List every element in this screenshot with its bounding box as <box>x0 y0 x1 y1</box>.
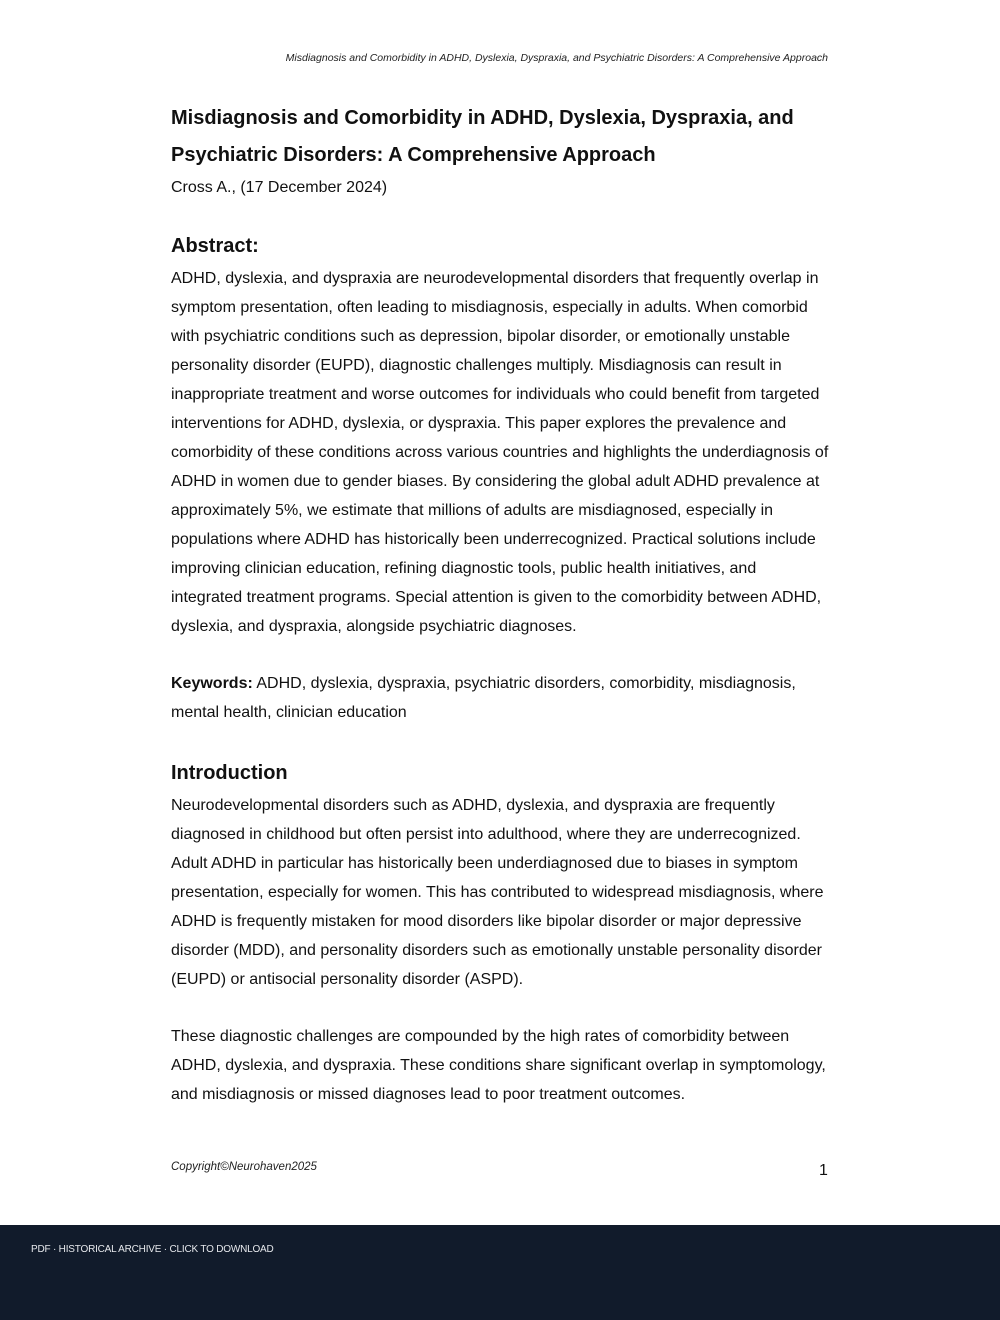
archive-download-bar[interactable] <box>0 1225 1000 1320</box>
introduction-paragraph-1: Neurodevelopmental disorders such as ADHD, dyslexia, and dyspraxia are frequently diagnosed in childhood but often persist into adulthood, where they are underrecognized. Adult ADHD in particular has historically been underdiagnosed due to biases in symptom presentation, especially for women. This has contributed to widespread misdiagnosis, where ADHD is frequently mistaken for mood disorders like bipolar disorder or major depressive disorder (MDD), and personality disorders such as emotionally unstable personality disorder (EUPD) or antisocial personality disorder (ASPD). <box>171 797 824 988</box>
document-title <box>171 100 831 174</box>
introduction-paragraph-2: These diagnostic challenges are compounded by the high rates of comorbidity between ADHD, dyslexia, and dyspraxia. These conditions share significant overlap in symptomology, and misdiagnosis or missed diagnoses lead to poor treatment outcomes. <box>171 1028 826 1103</box>
running-header: Misdiagnosis and Comorbidity in ADHD, Dyslexia, Dyspraxia, and Psychiatric Disorders: A Comprehensive Approach <box>285 52 828 64</box>
keywords-label: Keywords: <box>171 675 253 692</box>
title-line-2: Psychiatric Disorders: A Comprehensive Approach <box>171 144 656 166</box>
abstract-paragraph: ADHD, dyslexia, and dyspraxia are neurodevelopmental disorders that frequently overlap in symptom presentation, often leading to misdiagnosis, especially in adults. When comorbid with psychiatric conditions such as depression, bipolar disorder, or emotionally unstable personality disorder (EUPD), diagnostic challenges multiply. Misdiagnosis can result in inappropriate treatment and worse outcomes for individuals who could benefit from targeted interventions for ADHD, dyslexia, or dyspraxia. This paper explores the prevalence and comorbidity of these conditions across various countries and highlights the underdiagnosis of ADHD in women due to gender biases. By considering the global adult ADHD prevalence at approximately 5%, we estimate that millions of adults are misdiagnosed, especially in populations where ADHD has historically been underrecognized. Practical solutions include improving clinician education, refining diagnostic tools, public health initiatives, and integrated treatment programs. Special attention is given to the comorbidity between ADHD, dyslexia, and dyspraxia, alongside psychiatric diagnoses. <box>171 270 829 635</box>
page-number: 1 <box>819 1162 828 1179</box>
document-content <box>171 100 831 1109</box>
keywords-line <box>171 669 831 727</box>
archive-download-link[interactable]: PDF · HISTORICAL ARCHIVE · CLICK TO DOWNLOAD <box>31 1244 274 1255</box>
abstract-heading: Abstract: <box>171 235 259 257</box>
author-byline: Cross A., (17 December 2024) <box>171 179 388 196</box>
introduction-heading: Introduction <box>171 762 288 784</box>
title-line-1: Misdiagnosis and Comorbidity in ADHD, Dyslexia, Dyspraxia, and <box>171 107 794 129</box>
keywords-text: ADHD, dyslexia, dyspraxia, psychiatric disorders, comorbidity, misdiagnosis, mental health, clinician education <box>171 675 796 721</box>
footer-copyright: Copyright©Neurohaven2025 <box>171 1161 317 1173</box>
